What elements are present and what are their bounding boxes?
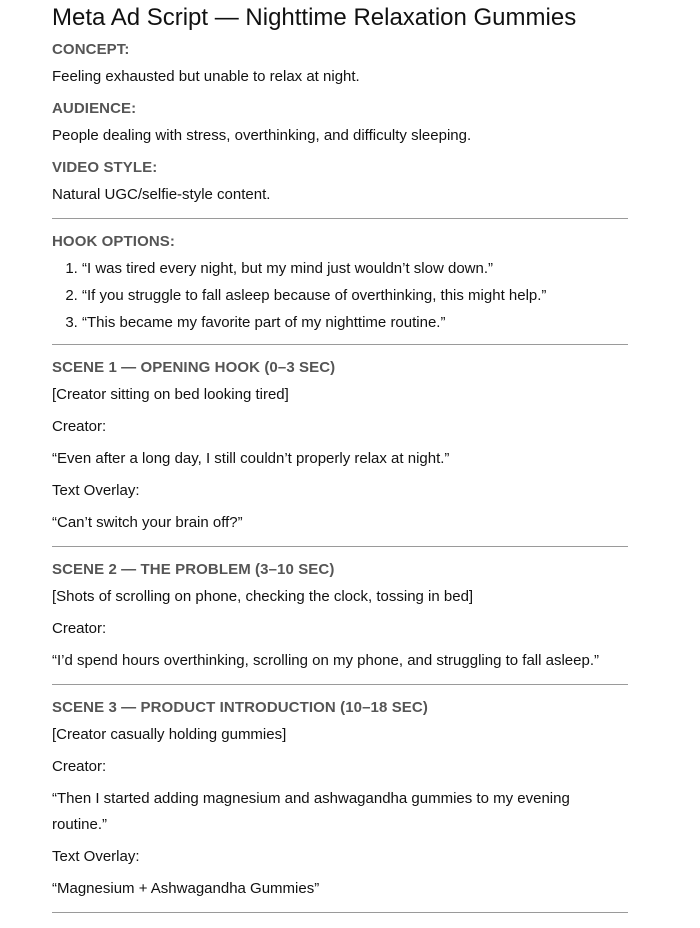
audience-text: People dealing with stress, overthinking, and difficulty sleeping. (52, 127, 472, 144)
video-style-text: Natural UGC/selfie-style content. (52, 186, 271, 203)
video-style-label: VIDEO STYLE: (52, 159, 158, 176)
section-divider (52, 218, 628, 219)
script-document (52, 0, 628, 913)
scene-1-creator-label: Creator: (52, 418, 107, 435)
scene-1-creator-line: “Even after a long day, I still couldn’t properly relax at night.” (52, 450, 450, 467)
audience-label: AUDIENCE: (52, 100, 137, 117)
concept-text: Feeling exhausted but unable to relax at night. (52, 68, 360, 85)
scene-1-overlay-line: “Can’t switch your brain off?” (52, 514, 243, 531)
scene-3-overlay-label: Text Overlay: (52, 848, 140, 865)
concept-label: CONCEPT: (52, 41, 130, 58)
scene-3-heading: SCENE 3 — PRODUCT INTRODUCTION (10–18 SEC) (52, 699, 428, 716)
scene-1-heading: SCENE 1 — OPENING HOOK (0–3 SEC) (52, 359, 336, 376)
hook-option: 2. “If you struggle to fall asleep because of overthinking, this might help.” (82, 287, 628, 305)
hook-options-label: HOOK OPTIONS: (52, 233, 175, 250)
scene-3-creator-line: “Then I started adding magnesium and ashwagandha gummies to my evening routine.” (52, 790, 570, 833)
hook-option: 3. “This became my favorite part of my nighttime routine.” (82, 314, 628, 332)
section-divider (52, 684, 628, 685)
scene-3-creator-label: Creator: (52, 758, 107, 775)
scene-3-overlay-line: “Magnesium + Ashwagandha Gummies” (52, 880, 320, 897)
section-divider (52, 912, 628, 913)
scene-2-creator-label: Creator: (52, 620, 107, 637)
hook-options-list (52, 260, 628, 332)
scene-2-direction: [Shots of scrolling on phone, checking the clock, tossing in bed] (52, 588, 474, 605)
section-divider (52, 344, 628, 345)
section-divider (52, 546, 628, 547)
document-title: Meta Ad Script — Nighttime Relaxation Gummies (52, 4, 577, 31)
scene-2-heading: SCENE 2 — THE PROBLEM (3–10 SEC) (52, 561, 335, 578)
scene-3-direction: [Creator casually holding gummies] (52, 726, 287, 743)
scene-1-direction: [Creator sitting on bed looking tired] (52, 386, 289, 403)
hook-option: 1. “I was tired every night, but my mind just wouldn’t slow down.” (82, 260, 628, 278)
scene-1-overlay-label: Text Overlay: (52, 482, 140, 499)
scene-2-creator-line: “I’d spend hours overthinking, scrolling on my phone, and struggling to fall asleep.” (52, 652, 599, 669)
